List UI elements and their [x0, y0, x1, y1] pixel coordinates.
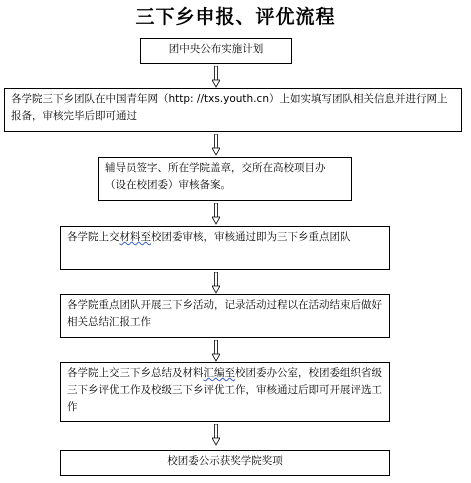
- arrow-down-icon: [212, 66, 220, 88]
- arrow-down-icon: [212, 272, 220, 294]
- step-5-text: 各学院重点团队开展三下乡活动，记录活动过程以在活动结束后做好相关总结汇报工作: [67, 299, 382, 328]
- step-6-box: [60, 362, 390, 422]
- step-3-box: [98, 157, 352, 201]
- arrow-down-icon: [212, 203, 220, 225]
- step-1-box: [140, 38, 292, 64]
- step-4-text-underlined: 材料至: [119, 231, 151, 243]
- step-6-text-underlined: 汇编至: [203, 367, 235, 379]
- step-7-box: [60, 450, 390, 476]
- arrow-down-icon: [212, 134, 220, 156]
- step-2-text: 各学院三下乡团队在中国青年网（http: //txs.youth.cn）上如实填写团队相关信息并进行网上报备，审核完毕后即可通过: [11, 93, 448, 122]
- step-4-text-after: 校团委审核，审核通过即为三下乡重点团队: [151, 231, 351, 243]
- flowchart-title: 三下乡申报、评优流程: [135, 6, 336, 28]
- step-6-text-before: 各学院上交三下乡总结及材料: [67, 367, 204, 379]
- step-5-box: [60, 294, 390, 338]
- step-3-text: 辅导员签字、所在学院盖章，交所在高校项目办（设在校团委）审核备案。: [105, 162, 326, 191]
- step-4-box: [60, 226, 390, 270]
- step-7-text: 校团委公示获奖学院奖项: [167, 455, 283, 467]
- arrow-down-icon: [212, 340, 220, 362]
- step-1-text: 团中央公布实施计划: [168, 43, 264, 55]
- step-6-text-after: 校团委办公室，校团委组织省级三下乡评优工作及校级三下乡评优工作，审核通过后即可开展评选工作: [67, 367, 382, 413]
- step-2-box: [4, 88, 462, 132]
- step-4-text-before: 各学院上交: [67, 231, 120, 243]
- arrow-down-icon: [212, 424, 220, 446]
